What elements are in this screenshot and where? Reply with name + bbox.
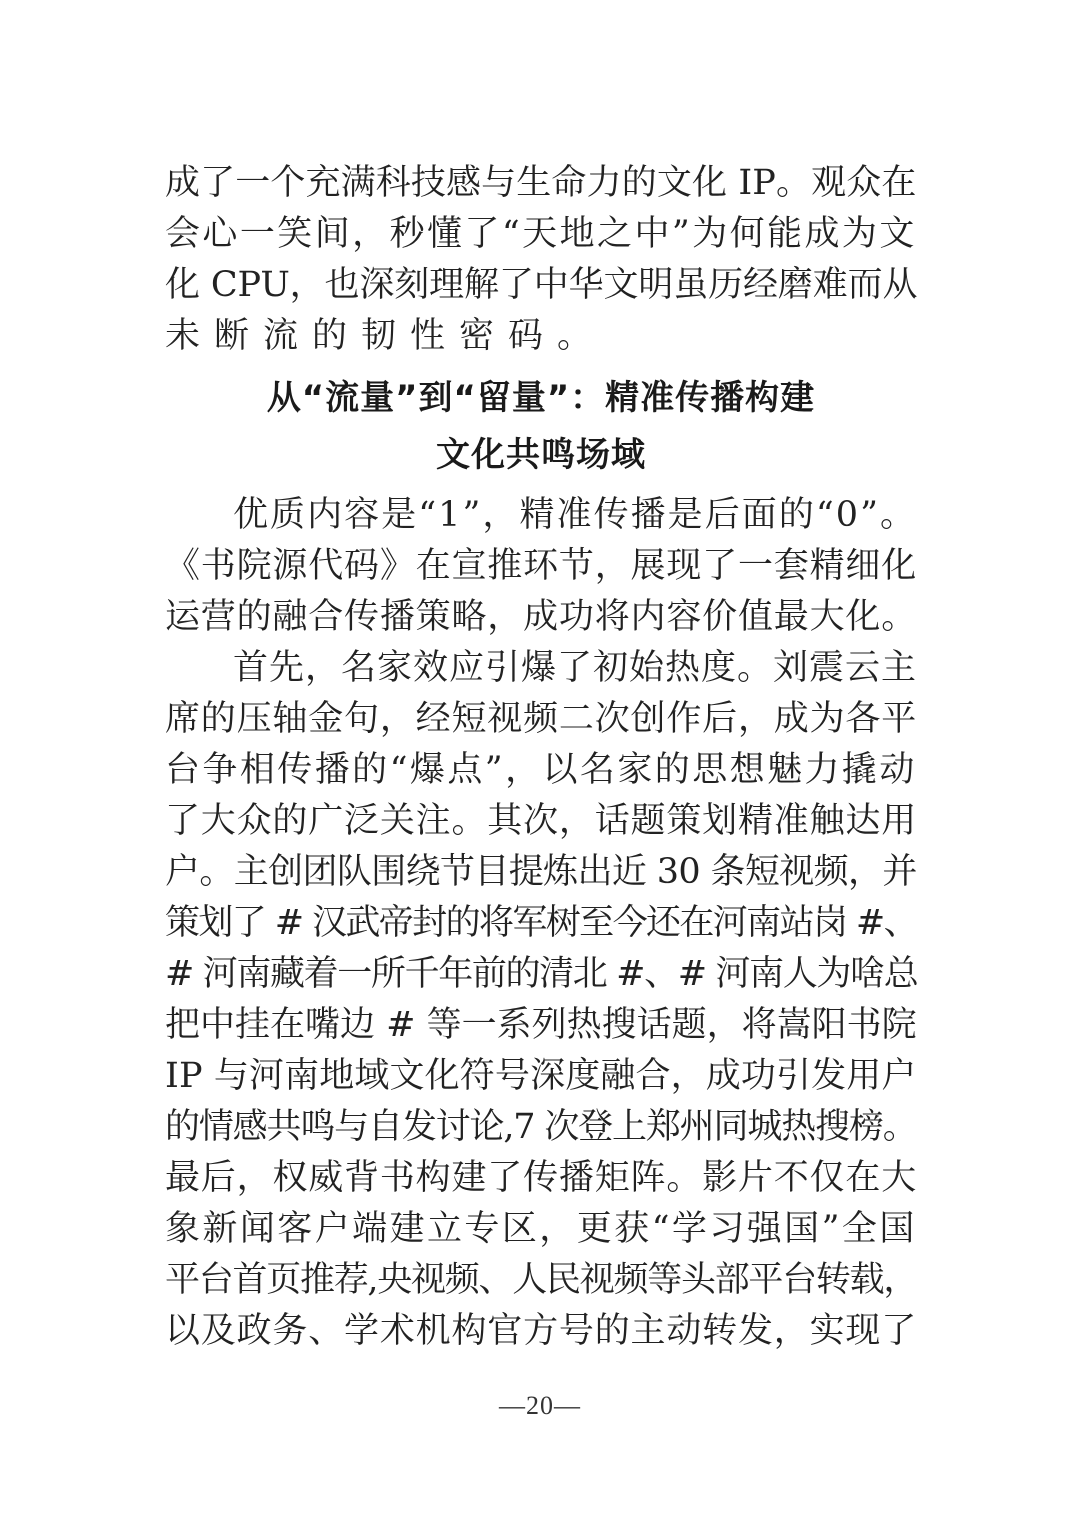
text-line: # 河南藏着一所千年前的清北 #、# 河南人为啥总 [165,954,918,994]
text-line: 《书院源代码》在宣推环节，展现了一套精细化 [165,546,918,586]
text-line: 席的压轴金句，经短视频二次创作后，成为各平 [165,699,918,739]
paragraph-content-strategy [165,490,917,643]
text-line: 以及政务、学术机构官方号的主动转发，实现了 [165,1311,918,1351]
section-heading [165,370,917,484]
section-heading-line: 从“流量”到“留量”：精准传播构建 [266,378,816,418]
text-line: 化 CPU，也深刻理解了中华文明虽历经磨难而从 [165,265,918,305]
text-line: IP 与河南地域文化符号深度融合，成功引发用户 [165,1056,917,1096]
text-line: 会心一笑间，秒懂了“天地之中”为何能成为文 [165,214,917,254]
text-line: 策划了 # 汉武帝封的将军树至今还在河南站岗 #、 [165,903,918,943]
section-heading-line: 文化共鸣场域 [436,435,646,475]
text-line: 象新闻客户端建立专区，更获“学习强国”全国 [165,1209,917,1249]
text-line: 成了一个充满科技感与生命力的文化 IP。观众在 [165,163,917,203]
text-line: 平台首页推荐,央视频、人民视频等头部平台转载， [165,1260,918,1300]
document-page [165,158,917,1357]
paragraph-propagation [165,643,917,1357]
page-number: —20— [499,1391,581,1420]
text-line: 最后，权威背书构建了传播矩阵。影片不仅在大 [165,1158,918,1198]
text-line: 优质内容是“1”，精准传播是后面的“0”。 [233,495,918,535]
text-line: 台争相传播的“爆点”，以名家的思想魅力撬动 [165,750,917,790]
text-line: 把中挂在嘴边 # 等一系列热搜话题，将嵩阳书院 [165,1005,917,1045]
continued-paragraph [165,158,917,362]
text-line: 运营的融合传播策略，成功将内容价值最大化。 [165,597,918,637]
text-line: 了大众的广泛关注。其次，话题策划精准触达用 [165,801,918,841]
text-line: 户。主创团队围绕节目提炼出近 30 条短视频，并 [165,852,917,892]
text-line: 首先，名家效应引爆了初始热度。刘震云主 [233,648,918,688]
text-line: 未断流的韧性密码。 [165,316,607,356]
text-line: 的情感共鸣与自发讨论,7 次登上郑州同城热搜榜。 [165,1107,917,1147]
